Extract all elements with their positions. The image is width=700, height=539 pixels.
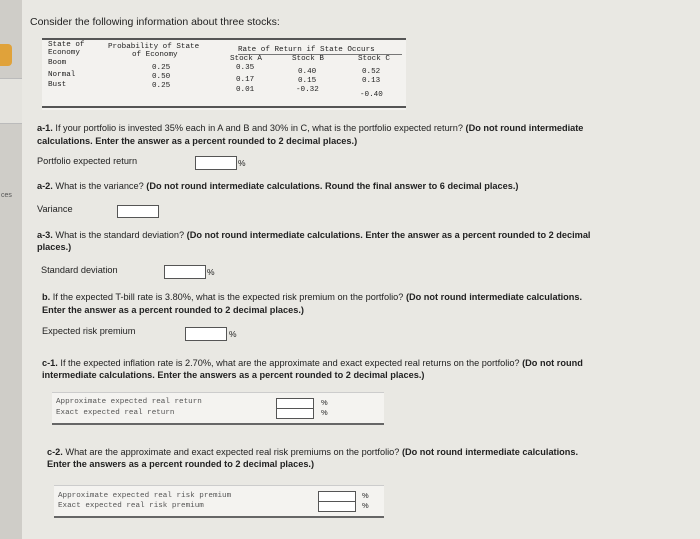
header-prob-1: Probability of State — [108, 43, 200, 51]
header-state-1: State of — [48, 41, 85, 49]
table-top-rule — [42, 38, 406, 40]
row-state: Bust — [48, 81, 67, 89]
question-a3 — [37, 229, 590, 241]
exact-real-risk-premium-label: Exact expected real risk premium — [58, 502, 204, 510]
row-prob: 0.25 — [152, 64, 171, 72]
risk-premium-input[interactable] — [185, 327, 227, 341]
question-b-number: b. — [42, 292, 51, 302]
question-c1-instruction: (Do not round — [522, 358, 583, 368]
header-stock-b: Stock B — [292, 55, 324, 63]
row-a: 0.17 — [236, 76, 255, 84]
question-c2-text: What are the approximate and exact expected real risk premiums on the portfolio? — [62, 447, 402, 457]
question-a2-instruction: (Do not round intermediate calculations. Round the final answer to 6 decimal places.) — [146, 181, 519, 191]
question-c2 — [47, 446, 578, 458]
question-b-instruction: (Do not round intermediate calculations. — [405, 292, 583, 302]
header-prob-2: of Economy — [132, 51, 178, 59]
question-a3-instruction: (Do not round intermediate calculations. Enter the answer as a percent rounded to 2 decimal — [186, 230, 591, 240]
row-c: -0.40 — [360, 91, 383, 99]
question-b-text: If the expected T-bill rate is 3.80%, what is the expected risk premium on the portfolio? — [50, 292, 406, 302]
stocks-table — [42, 38, 406, 110]
header-rate: Rate of Return if State Occurs — [238, 46, 375, 54]
question-a1 — [37, 122, 583, 134]
question-c1-text: If the expected inflation rate is 2.70%, what are the approximate and exact expected real returns on the portfolio? — [57, 358, 523, 368]
question-c1-instruction-2: intermediate calculations. Enter the answers as a percent rounded to 2 decimal places.) — [42, 370, 425, 380]
variance-input[interactable] — [117, 205, 159, 218]
risk-premium-unit: % — [229, 329, 237, 339]
approx-real-return-label: Approximate expected real return — [56, 398, 202, 406]
question-a2 — [37, 180, 518, 192]
question-c1-number: c-1. — [42, 358, 58, 368]
left-tab[interactable] — [0, 44, 12, 66]
row-b: 0.40 — [298, 68, 317, 76]
portfolio-return-input[interactable] — [195, 156, 237, 170]
exact-real-risk-premium-input[interactable] — [318, 501, 356, 512]
row-a: 0.01 — [236, 86, 255, 94]
portfolio-return-unit: % — [238, 158, 246, 168]
intro-text: Consider the following information about three stocks: — [30, 16, 280, 28]
row-c: 0.13 — [362, 77, 381, 85]
row-c: 0.52 — [362, 68, 381, 76]
std-dev-label: Standard deviation — [41, 265, 118, 275]
question-a1-text: If your portfolio is invested 35% each in A and B and 30% in C, what is the portfolio expected return? — [52, 123, 466, 133]
row-state: Boom — [48, 59, 67, 67]
question-b-instruction-2: Enter the answer as a percent rounded to 2 decimal places.) — [42, 305, 304, 315]
question-c2-number: c-2. — [47, 447, 63, 457]
approx-real-return-unit: % — [321, 398, 328, 407]
portfolio-return-label: Portfolio expected return — [37, 156, 138, 166]
header-state-2: Economy — [48, 49, 80, 57]
row-a: 0.35 — [236, 64, 255, 72]
question-a1-number: a-1. — [37, 123, 53, 133]
question-c1 — [42, 357, 583, 369]
question-a3-number: a-3. — [37, 230, 53, 240]
row-prob: 0.25 — [152, 82, 171, 90]
left-label: ces — [1, 192, 12, 199]
variance-label: Variance — [37, 204, 73, 214]
question-a2-number: a-2. — [37, 181, 53, 191]
question-b — [42, 291, 582, 303]
question-a1-instruction: (Do not round intermediate — [465, 123, 584, 133]
question-c2-instruction-2: Enter the answers as a percent rounded to 2 decimal places.) — [47, 459, 315, 469]
exact-real-return-label: Exact expected real return — [56, 409, 175, 417]
row-b: 0.15 — [298, 77, 317, 85]
table-bottom-rule — [42, 106, 406, 108]
question-a3-instruction-2: places.) — [37, 242, 72, 252]
question-a2-text: What is the variance? — [52, 181, 147, 191]
row-b: -0.32 — [296, 86, 319, 94]
row-state: Normal — [48, 71, 76, 79]
question-a1-instruction-2: calculations. Enter the answer as a percent rounded to 2 decimal places.) — [37, 136, 358, 146]
question-a3-text: What is the standard deviation? — [52, 230, 187, 240]
left-panel — [0, 78, 22, 124]
exact-real-risk-premium-unit: % — [362, 501, 369, 510]
approx-real-risk-premium-label: Approximate expected real risk premium — [58, 492, 232, 500]
question-c2-instruction: (Do not round intermediate calculations. — [401, 447, 579, 457]
std-dev-unit: % — [207, 267, 215, 277]
std-dev-input[interactable] — [164, 265, 206, 279]
row-prob: 0.50 — [152, 73, 171, 81]
approx-real-risk-premium-unit: % — [362, 491, 369, 500]
header-stock-a: Stock A — [230, 55, 262, 63]
exact-real-return-unit: % — [321, 408, 328, 417]
risk-premium-label: Expected risk premium — [42, 326, 136, 336]
exact-real-return-input[interactable] — [276, 408, 314, 419]
header-stock-c: Stock C — [358, 55, 390, 63]
